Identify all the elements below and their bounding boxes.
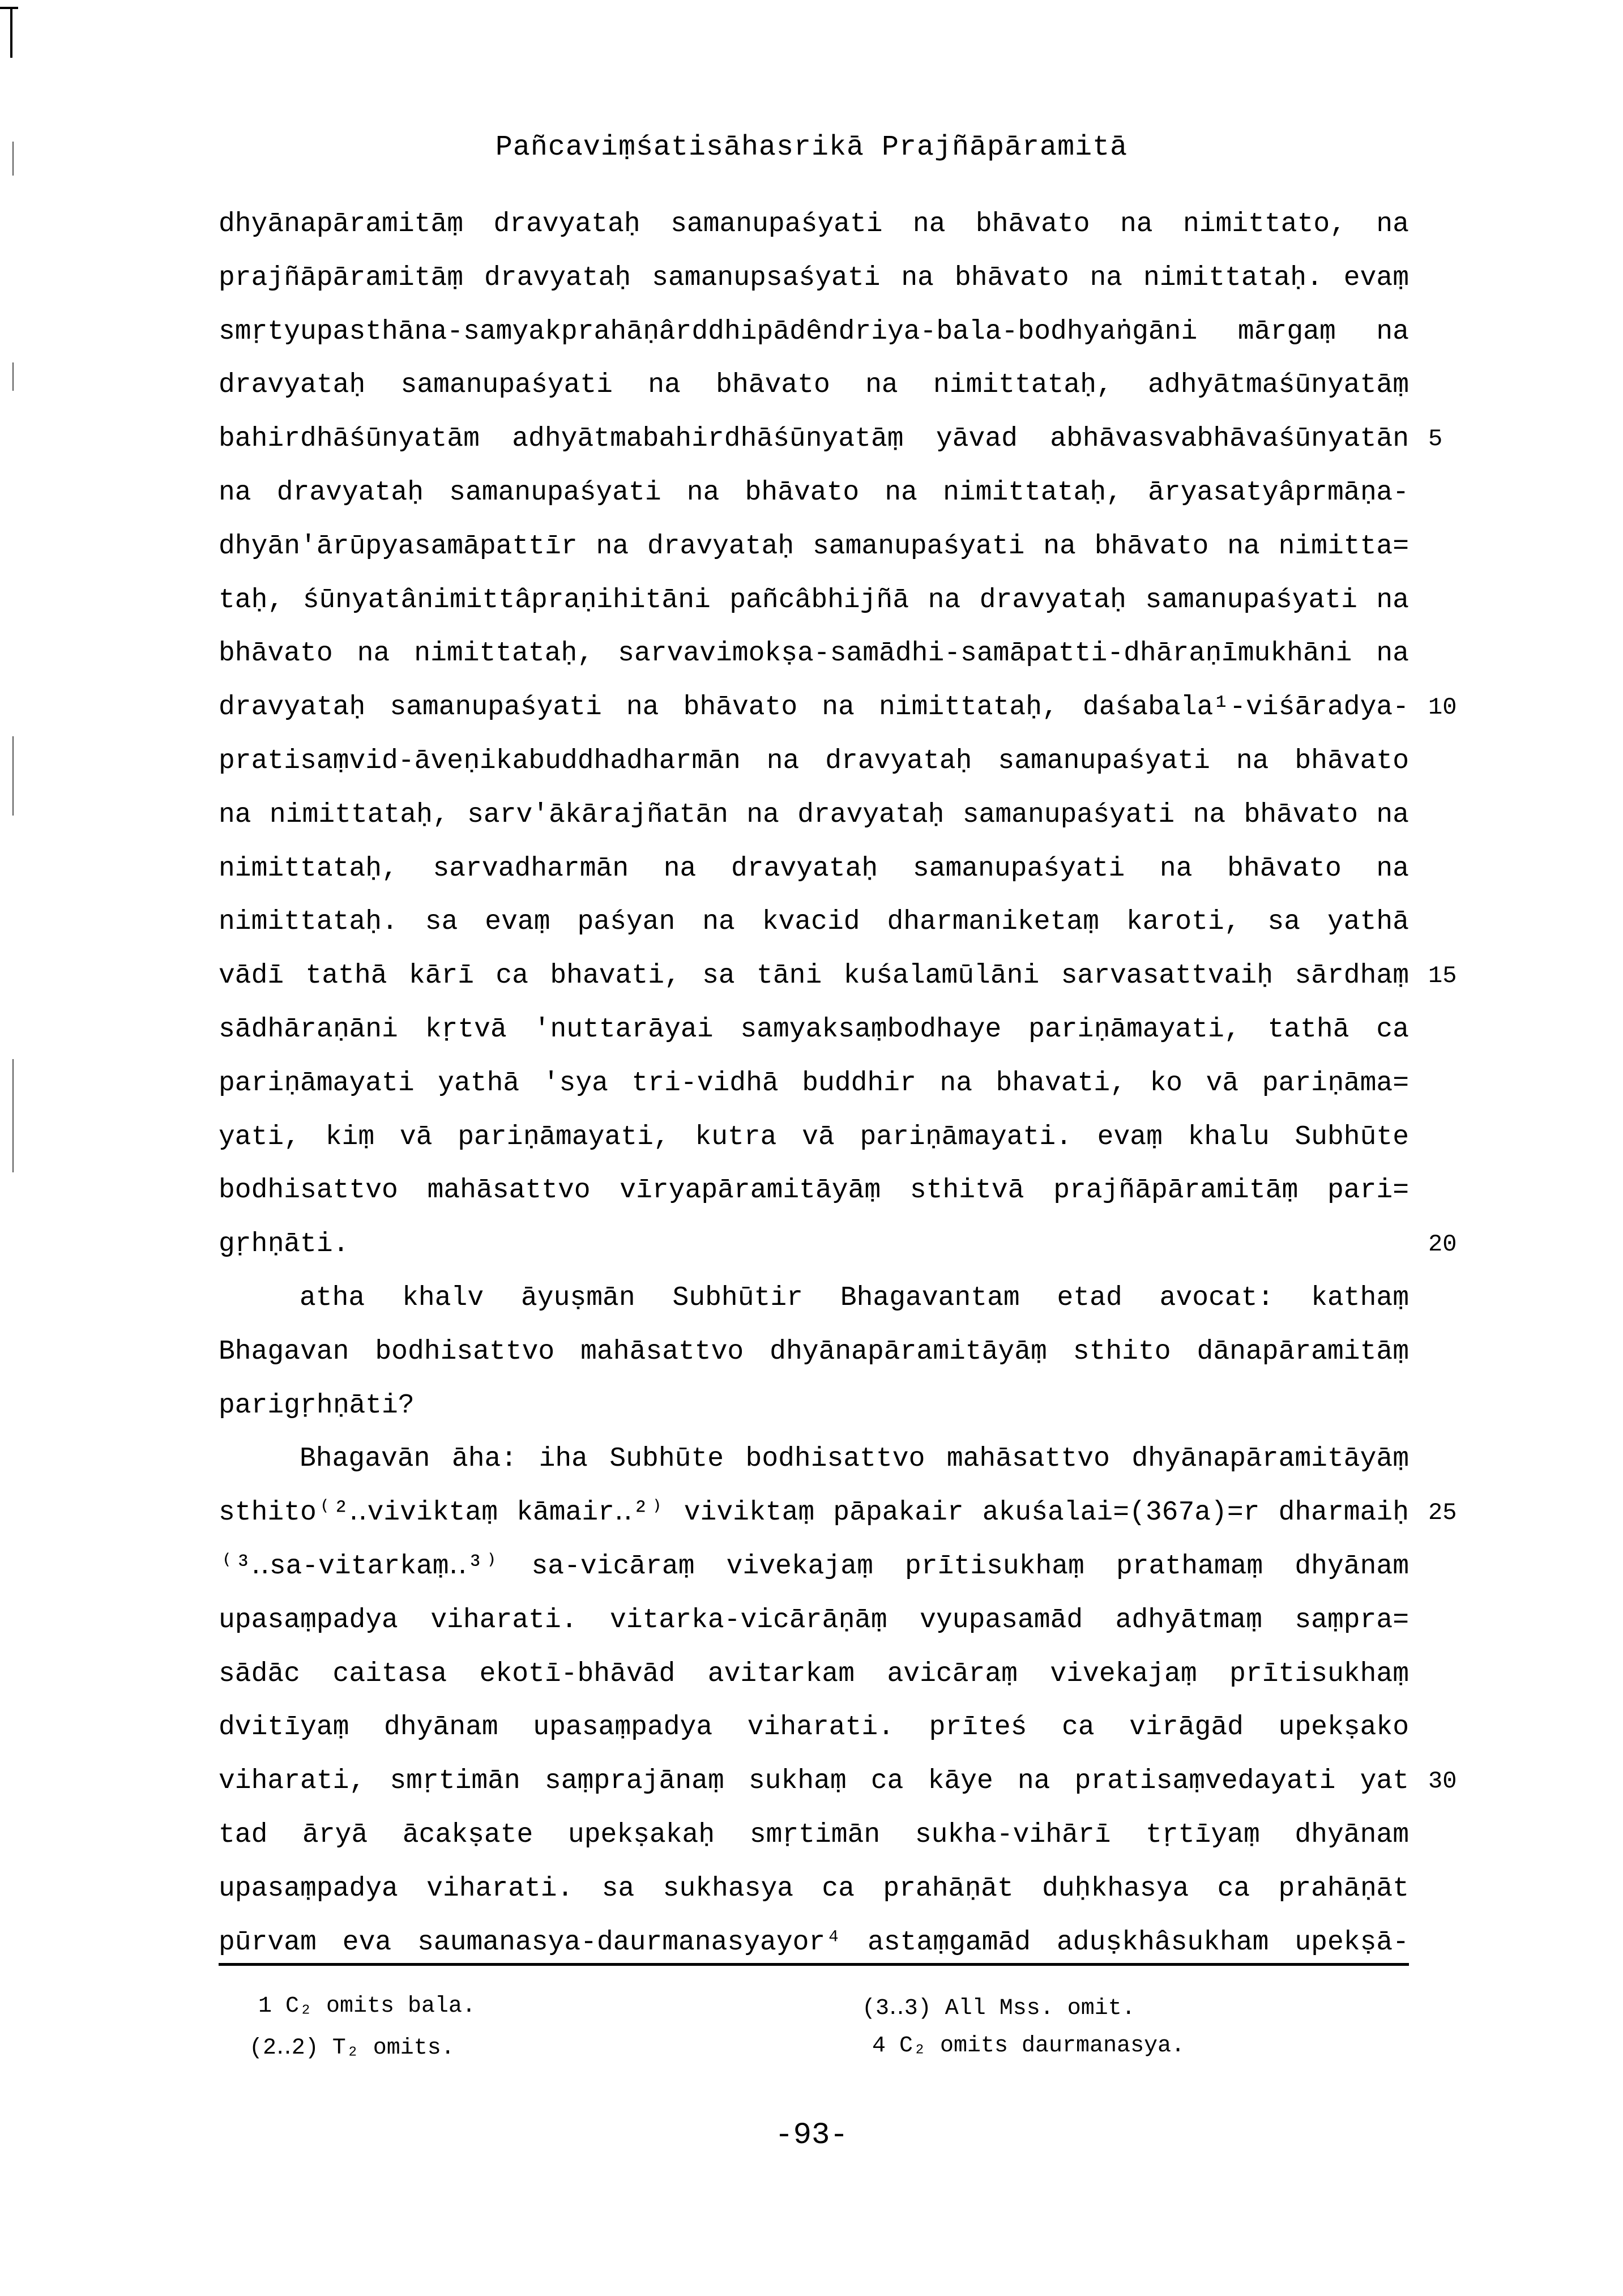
text-line: [219, 735, 1409, 788]
text-line-content: vādī tathā kārī ca bhavati, sa tāni kuśalamūlāni sarvasattvaiḥ sārdhaṃ: [219, 961, 1409, 992]
text-line: [219, 1862, 1409, 1916]
text-line-content: dhyānapāramitāṃ dravyataḥ samanupaśyati na bhāvato na nimittato, na: [219, 209, 1409, 240]
text-line: [219, 842, 1409, 896]
text-line-content: pūrvam eva saumanasya-daurmanasyayor⁴ astaṃgamād aduṣkhâsukham upekṣā-: [219, 1927, 1409, 1958]
text-line: [219, 1003, 1409, 1057]
text-line-content: yati, kiṃ vā pariṇāmayati, kutra vā pariṇāmayati. evaṃ khalu Subhūte: [219, 1121, 1409, 1153]
text-line: [219, 1218, 1457, 1271]
text-line: [219, 1057, 1409, 1111]
text-line: [219, 1540, 1409, 1594]
text-line-content: Bhagavan bodhisattvo mahāsattvo dhyānapāramitāyāṃ sthito dānapāramitāṃ: [219, 1336, 1409, 1367]
text-line-content: gṛhṇāti.: [219, 1229, 349, 1260]
text-line-content: prajñāpāramitāṃ dravyataḥ samanupsaśyati na bhāvato na nimittataḥ. evaṃ: [219, 262, 1409, 293]
page-number: -93-: [775, 2118, 848, 2153]
text-line: [219, 412, 1443, 466]
text-line-content: nimittataḥ, sarvadharmān na dravyataḥ samanupaśyati na bhāvato na: [219, 853, 1409, 884]
text-line: [219, 1379, 1409, 1433]
main-text-body: [219, 198, 1457, 1969]
text-line-content: taḥ, śūnyatânimittâpraṇihitāni pañcâbhijñā na dravyataḥ samanupaśyati na: [219, 584, 1409, 616]
text-line-content: dravyataḥ samanupaśyati na bhāvato na nimittataḥ, adhyātmaśūnyatāṃ: [219, 370, 1409, 401]
text-line-content: sādhāraṇāni kṛtvā 'nuttarāyai samyaksaṃbodhaye pariṇāmayati, tathā ca: [219, 1014, 1409, 1045]
text-line: [219, 1271, 1409, 1325]
text-line: [219, 198, 1409, 251]
text-line: [219, 1164, 1409, 1218]
text-line-content: dvitīyaṃ dhyānam upasaṃpadya viharati. prīteś ca virāgād upekṣako: [219, 1712, 1409, 1743]
text-line: [219, 359, 1409, 412]
line-number: 5: [1428, 425, 1443, 453]
line-number: 30: [1428, 1768, 1457, 1795]
text-line: [219, 520, 1409, 574]
text-line-content: pariṇāmayati yathā 'sya tri-vidhā buddhir na bhavati, ko vā pariṇāma=: [219, 1068, 1409, 1099]
running-header-title: Pañcaviṃśatisāhasrikā Prajñāpāramitā: [495, 131, 1128, 164]
text-line-content: viharati, smṛtimān saṃprajānaṃ sukhaṃ ca kāye na pratisaṃvedayati yat: [219, 1766, 1409, 1797]
text-line: [219, 251, 1409, 305]
footnote-1: 1 C₂ omits bala.: [258, 1994, 476, 2019]
footnote-3: (3‥3) All Mss. omit.: [862, 1996, 1135, 2021]
text-line: [219, 466, 1409, 520]
footnote-4: 4 C₂ omits daurmanasya.: [872, 2033, 1185, 2059]
text-line: [219, 305, 1409, 359]
scan-edge-mark: [12, 362, 14, 391]
scan-corner-mark: [10, 7, 12, 58]
line-number: 25: [1428, 1499, 1457, 1527]
text-line-content: bhāvato na nimittataḥ, sarvavimokṣa-samādhi-samāpatti-dhāraṇīmukhāni na: [219, 638, 1409, 669]
text-line: [219, 1808, 1409, 1862]
text-line-content: pratisaṃvid-āveṇikabuddhadharmān na dravyataḥ samanupaśyati na bhāvato: [219, 745, 1409, 776]
text-line-content: dhyān'ārūpyasamāpattīr na dravyataḥ samanupaśyati na bhāvato na nimitta=: [219, 531, 1409, 562]
text-line: [219, 574, 1409, 628]
text-line-content: parigṛhṇāti?: [219, 1390, 415, 1421]
text-line-content: na nimittataḥ, sarv'ākārajñatān na dravyataḥ samanupaśyati na bhāvato na: [219, 799, 1409, 830]
text-line-content: upasaṃpadya viharati. vitarka-vicārāṇāṃ vyupasamād adhyātmaṃ saṃpra=: [219, 1604, 1409, 1636]
text-line-content: bahirdhāśūnyatām adhyātmabahirdhāśūnyatāṃ yāvad abhāvasvabhāvaśūnyatān: [219, 424, 1409, 455]
text-line-content: atha khalv āyuṣmān Subhūtir Bhagavantam etad avocat: kathaṃ: [300, 1282, 1409, 1313]
scan-edge-mark: [12, 736, 14, 816]
text-line-content: upasaṃpadya viharati. sa sukhasya ca prahāṇāt duḥkhasya ca prahāṇāt: [219, 1873, 1409, 1904]
text-line-content: nimittataḥ. sa evaṃ paśyan na kvacid dharmaniketaṃ karoti, sa yathā: [219, 907, 1409, 938]
text-line: [219, 627, 1409, 681]
text-line: [219, 1486, 1457, 1540]
text-line: [219, 681, 1457, 735]
text-line-content: na dravyataḥ samanupaśyati na bhāvato na nimittataḥ, āryasatyâprmāṇa-: [219, 477, 1409, 508]
text-line-content: smṛtyupasthāna-samyakprahāṇârddhipādêndriya-bala-bodhyaṅgāni mārgaṃ na: [219, 316, 1409, 347]
text-line: [219, 1701, 1409, 1755]
text-line-content: Bhagavān āha: iha Subhūte bodhisattvo mahāsattvo dhyānapāramitāyāṃ: [300, 1444, 1409, 1475]
scan-edge-mark: [12, 1059, 14, 1172]
line-number: 20: [1428, 1231, 1457, 1258]
footnote-2: (2‥2) T₂ omits.: [249, 2035, 455, 2061]
text-line: [219, 1916, 1409, 1970]
text-line: [219, 1755, 1457, 1808]
text-line-content: dravyataḥ samanupaśyati na bhāvato na nimittataḥ, daśabala¹-viśāradya-: [219, 692, 1409, 723]
text-line: [219, 1325, 1409, 1379]
line-number: 15: [1428, 962, 1457, 990]
text-line-content: ⁽³‥sa-vitarkaṃ‥³⁾ sa-vicāraṃ vivekajaṃ prītisukhaṃ prathamaṃ dhyānam: [219, 1551, 1409, 1582]
text-line: [219, 1648, 1409, 1701]
text-line: [219, 1111, 1409, 1164]
text-line-content: bodhisattvo mahāsattvo vīryapāramitāyāṃ sthitvā prajñāpāramitāṃ pari=: [219, 1175, 1409, 1206]
text-line: [219, 788, 1409, 842]
text-line-content: sthito⁽²‥viviktaṃ kāmair‥²⁾ viviktaṃ pāpakair akuśalai=(367a)=r dharmaiḥ: [219, 1497, 1409, 1529]
line-number: 10: [1428, 694, 1457, 722]
text-line: [219, 949, 1457, 1003]
scan-corner-mark: [0, 7, 18, 9]
text-line-content: tad āryā ācakṣate upekṣakaḥ smṛtimān sukha-vihārī tṛtīyaṃ dhyānam: [219, 1819, 1409, 1850]
footnote-divider: [219, 1963, 1409, 1966]
text-line: [219, 895, 1409, 949]
text-line: [219, 1432, 1409, 1486]
text-line: [219, 1594, 1409, 1648]
text-line-content: sādāc caitasa ekotī-bhāvād avitarkam avicāraṃ vivekajaṃ prītisukhaṃ: [219, 1658, 1409, 1689]
